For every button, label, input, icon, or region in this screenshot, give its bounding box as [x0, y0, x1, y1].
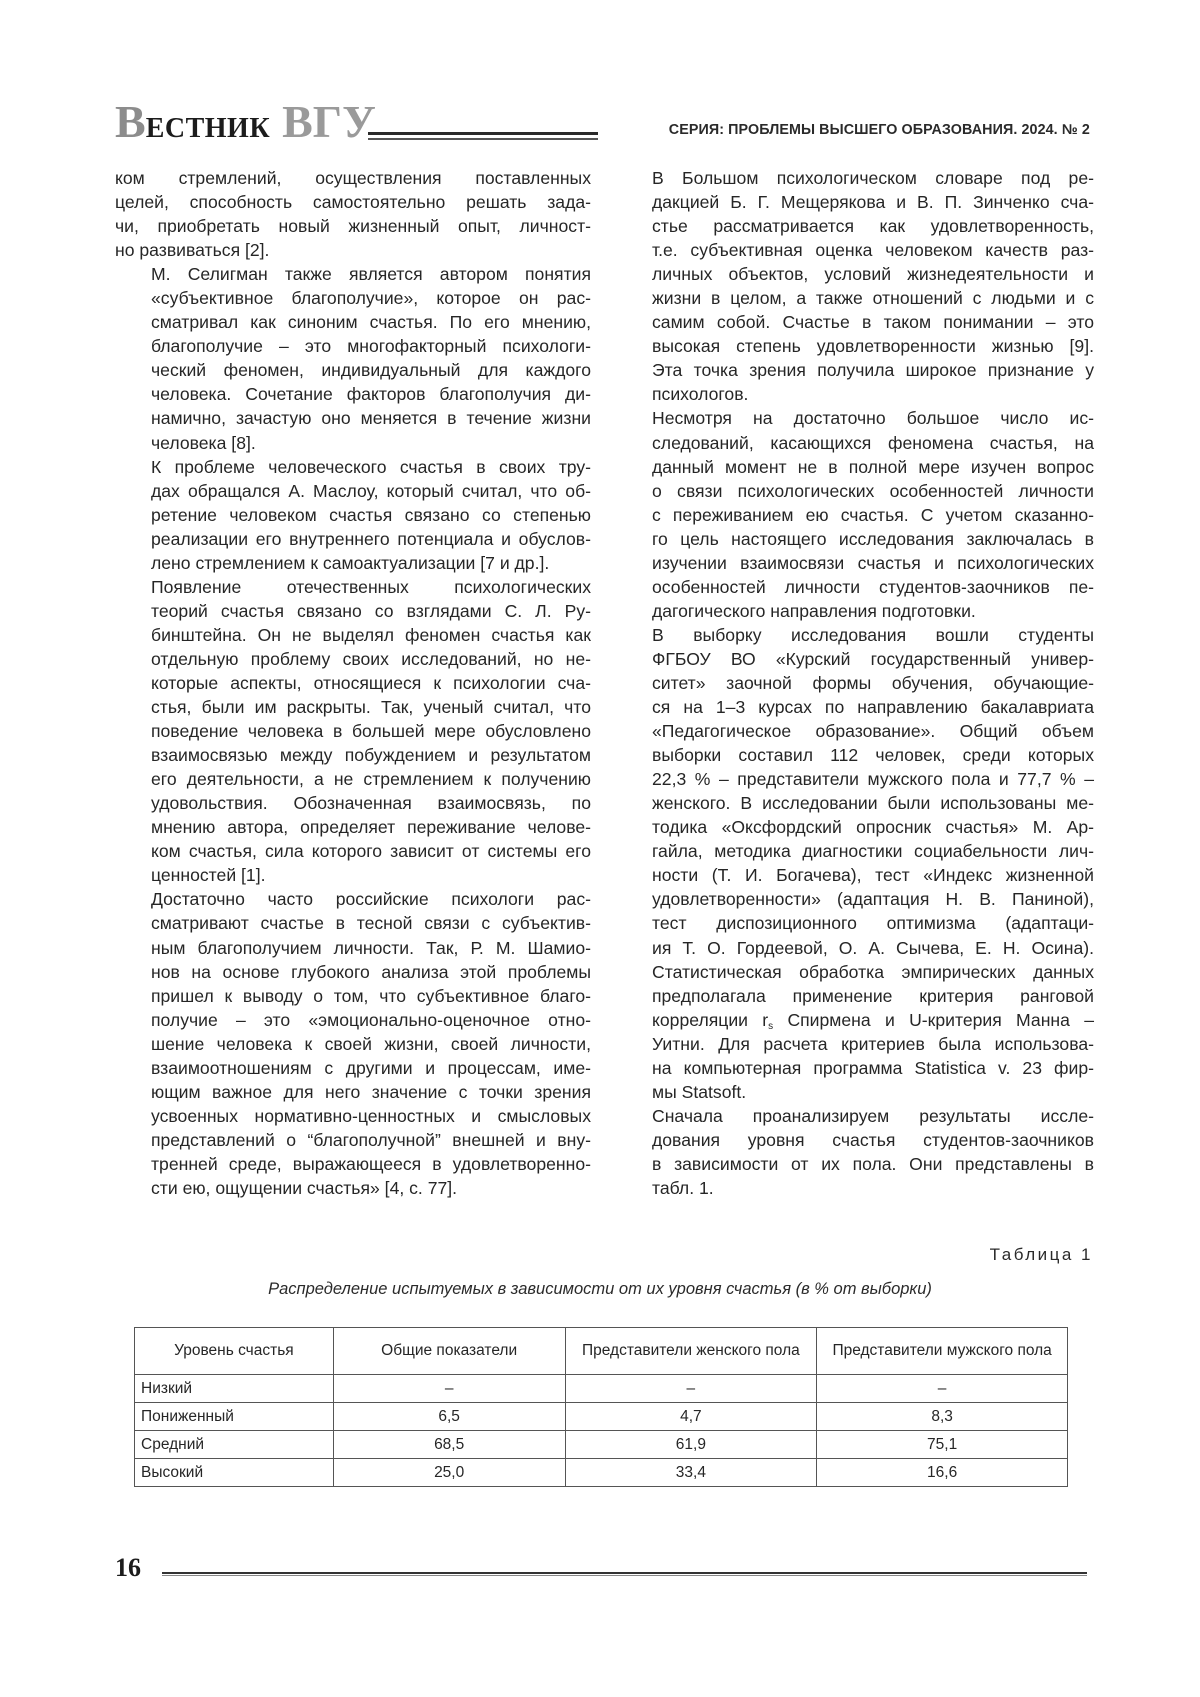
text-line: ценностей [1]. — [151, 865, 266, 886]
text-line: благополучие – это многофакторный психологи- — [151, 336, 591, 357]
text-line: мнению автора, определяет переживание челове- — [151, 817, 591, 838]
happiness-distribution-table — [134, 1327, 1068, 1487]
text-line: женского. В исследовании были использованы ме- — [652, 793, 1094, 814]
text-line: табл. 1. — [652, 1177, 714, 1198]
text-line: человека [8]. — [151, 432, 256, 453]
text-line: пришел к выводу о том, что субъективное благо- — [151, 985, 591, 1006]
text-line: человека. Сочетание факторов благополучия ди- — [151, 384, 591, 405]
text-line: целей, способность самостоятельно решать зада- — [115, 192, 591, 213]
logo-word: ЕСТНИК — [145, 113, 271, 144]
text-line: выборки составил 112 человек, среди которых — [652, 745, 1094, 766]
header-rule — [368, 132, 598, 140]
text-line: в зависимости от их пола. Они представлены в — [652, 1153, 1094, 1174]
text-line: высокая степень удовлетворенности жизнью [9]. — [652, 336, 1094, 357]
text-line: взаимоотношениям с другими и процессам, име- — [151, 1057, 591, 1078]
text-line: стья, были им раскрыты. Так, ученый считал, что — [151, 697, 591, 718]
text-line: ФГБОУ ВО «Курский государственный универ- — [652, 648, 1094, 669]
text-line: М. Селигман также является автором понятия — [151, 264, 591, 285]
paragraph — [616, 406, 1094, 622]
text-line: реализации его внутреннего потенциала и обуслов- — [151, 528, 591, 549]
table-row: Пониженный 6,5 4,7 8,3 — [135, 1403, 1068, 1431]
text-line: «Педагогическое образование». Общий объем — [652, 721, 1094, 742]
text-line: Появление отечественных психологических — [151, 576, 591, 597]
text-line: Несмотря на достаточно большое число ис- — [652, 408, 1094, 429]
text-line: удовлетворенности» (адаптация Н. В. Паниной), — [652, 889, 1094, 910]
text-line: особенностей личности студентов-заочников пе- — [652, 576, 1094, 597]
table-row: Средний 68,5 61,9 75,1 — [135, 1431, 1068, 1459]
text-line: 22,3 % – представители мужского пола и 77,7 % – — [652, 769, 1094, 790]
header-male: Представители мужского пола — [817, 1328, 1068, 1375]
text-line: но развиваться [2]. — [115, 240, 270, 261]
text-line: психологов. — [652, 384, 749, 405]
table-row: Высокий 25,0 33,4 16,6 — [135, 1459, 1068, 1487]
text-line: получие – это «эмоционально-оценочное отно- — [151, 1009, 591, 1030]
text-line: удовольствия. Обозначенная взаимосвязь, по — [151, 793, 591, 814]
subscript-s: s — [768, 1020, 774, 1032]
text-line: его деятельности, а не стремлением к получению — [151, 769, 591, 790]
text-line: Сначала проанализируем результаты иссле- — [652, 1105, 1094, 1126]
table-caption: Распределение испытуемых в зависимости от их уровня счастья (в % от выборки) — [268, 1280, 932, 1298]
text-line: ситет» заочной формы обучения, обучающие- — [652, 672, 1094, 693]
table-number: Таблица 1 — [989, 1245, 1093, 1264]
text-line: самим собой. Счастье в таком понимании – это — [652, 312, 1094, 333]
text-line: дагогического направления подготовки. — [652, 600, 976, 621]
text-line: сти ею, ощущении счастья» [4, с. 77]. — [151, 1177, 458, 1198]
table-row: Низкий – – – — [135, 1375, 1068, 1403]
text-line: гайла, методика диагностики социабельности лич- — [652, 841, 1094, 862]
paragraph — [115, 166, 591, 262]
text-line: ющим важное для него значение с точки зрения — [151, 1081, 591, 1102]
paragraph — [115, 455, 591, 575]
paragraph — [115, 575, 591, 888]
page-number: 16 — [115, 1553, 141, 1582]
text-line: ным благополучием личности. Так, Р. М. Шамио- — [151, 937, 591, 958]
text-line: теорий счастья связано со взглядами С. Л. Ру- — [151, 600, 591, 621]
text-line: тест диспозиционного оптимизма (адаптаци- — [652, 913, 1094, 934]
paragraph — [115, 887, 591, 1200]
header-female: Представители женского пола — [565, 1328, 817, 1375]
text-line: изучении взаимосвязи счастья и психологических — [652, 552, 1094, 573]
text-line: го цель настоящего исследования заключалась в — [652, 528, 1094, 549]
text-line: которые аспекты, относящиеся к психологии сча- — [151, 672, 591, 693]
paragraph — [616, 1104, 1094, 1200]
text-line: предполагала применение критерия ранговой — [652, 985, 1094, 1006]
text-line: жизни в целом, а также отношений с людьми и с — [652, 288, 1094, 309]
text-line: ся на 1–3 курсах по направлению бакалавриата — [652, 697, 1094, 718]
running-header — [115, 96, 1090, 147]
text-line: тренней среде, выражающееся в удовлетвореннo- — [151, 1153, 591, 1174]
text-line: о связи психологических особенностей личности — [652, 480, 1094, 501]
text-line: личных объектов, условий жизнедеятельности и — [652, 264, 1094, 285]
text-line: тодика «Оксфордский опросник счастья» М. Ар- — [652, 817, 1094, 838]
series-title: СЕРИЯ: ПРОБЛЕМЫ ВЫСШЕГО ОБРАЗОВАНИЯ. 2024. № 2 — [668, 122, 1090, 138]
text-line: сматривал как синоним счастья. По его мнению, — [151, 312, 591, 333]
text-line: дования уровня счастья студентов-заочников — [652, 1129, 1094, 1150]
text-line: на компьютерная программа Statistica v. 23 фир- — [652, 1057, 1094, 1078]
right-column — [616, 166, 1094, 1200]
text-line: представлений о “благополучной” внешней и вну- — [151, 1129, 591, 1150]
text-line: следований, касающихся феномена счастья, на — [652, 432, 1094, 453]
text-line: отдельную проблему своих исследований, но не- — [151, 648, 591, 669]
text-line: Статистическая обработка эмпирических данных — [652, 961, 1094, 982]
text-line: чи, приобретать новый жизненный опыт, личност- — [115, 216, 591, 237]
paragraph-sample — [616, 623, 1094, 1104]
text-line: Достаточно часто российские психологи рас- — [151, 889, 591, 910]
text-line: ретение человеком счастья связано со степенью — [151, 504, 591, 525]
text-line: данный момент не в полной мере изучен вопрос — [652, 456, 1094, 477]
text-line: лено стремлением к самоактуализации [7 и др.]. — [151, 552, 550, 573]
text-line: ком счастья, сила которого зависит от системы его — [151, 841, 591, 862]
text-line: Уитни. Для расчета критериев была использова- — [652, 1033, 1094, 1054]
text-line: ия Т. О. Гордеевой, О. А. Сычева, Е. Н. Осина). — [652, 937, 1094, 958]
text-line: Эта точка зрения получила широкое признание у — [652, 360, 1094, 381]
logo-vgu: ВГУ — [282, 96, 376, 147]
text-line: шение человека к своей жизни, своей личности, — [151, 1033, 591, 1054]
text-line: бинштейна. Он не выделял феномен счастья как — [151, 624, 591, 645]
paragraph — [115, 262, 591, 454]
text-line: поведение человека в большей мере обусловлено — [151, 721, 591, 742]
logo-initial: В — [115, 96, 146, 147]
text-line: К проблеме человеческого счастья в своих тру- — [151, 456, 591, 477]
table-header-row — [135, 1328, 1068, 1375]
text-line: т.е. субъективная оценка человеком качеств раз- — [652, 240, 1094, 261]
footer-rule — [162, 1572, 1087, 1576]
text-line: «субъективное благополучие», которое он рас- — [151, 288, 591, 309]
text-line: нов на основе глубокого анализа этой проблемы — [151, 961, 591, 982]
text-line: ности (Т. И. Богачева), тест «Индекс жизненной — [652, 865, 1094, 886]
text-line: дакцией Б. Г. Мещерякова и В. П. Зинченко сча- — [652, 192, 1094, 213]
text-line: В Большом психологическом словаре под ре- — [652, 168, 1094, 188]
header-level: Уровень счастья — [135, 1328, 334, 1375]
text-line: сматривают счастье в тесной связи с субъектив- — [151, 913, 591, 934]
text-line: стье рассматривается как удовлетворенность, — [652, 216, 1094, 237]
text-line: усвоенных нормативно-ценностных и смысловых — [151, 1105, 591, 1126]
journal-logo — [115, 96, 376, 155]
paragraph — [616, 166, 1094, 406]
header-overall: Общие показатели — [333, 1328, 565, 1375]
text-line: ком стремлений, осуществления поставленных — [115, 168, 591, 188]
text-line: дах обращался А. Маслоу, который считал, что об- — [151, 480, 591, 501]
left-column — [115, 166, 591, 1200]
text-line: намично, зачастую оно меняется в течение жизни — [151, 408, 591, 429]
text-line: В выборку исследования вошли студенты — [652, 624, 1094, 645]
text-line: ческий феномен, индивидуальный для каждого — [151, 360, 591, 381]
correlation-line: корреляции $r_s$ Спирмена и U-критерия Манна – — [652, 1009, 1094, 1032]
text-line: взаимосвязью между побуждением и результатом — [151, 745, 591, 766]
text-line: мы Statsoft. — [652, 1081, 747, 1102]
text-line: с переживанием ею счастья. С учетом сказанно- — [652, 504, 1094, 525]
